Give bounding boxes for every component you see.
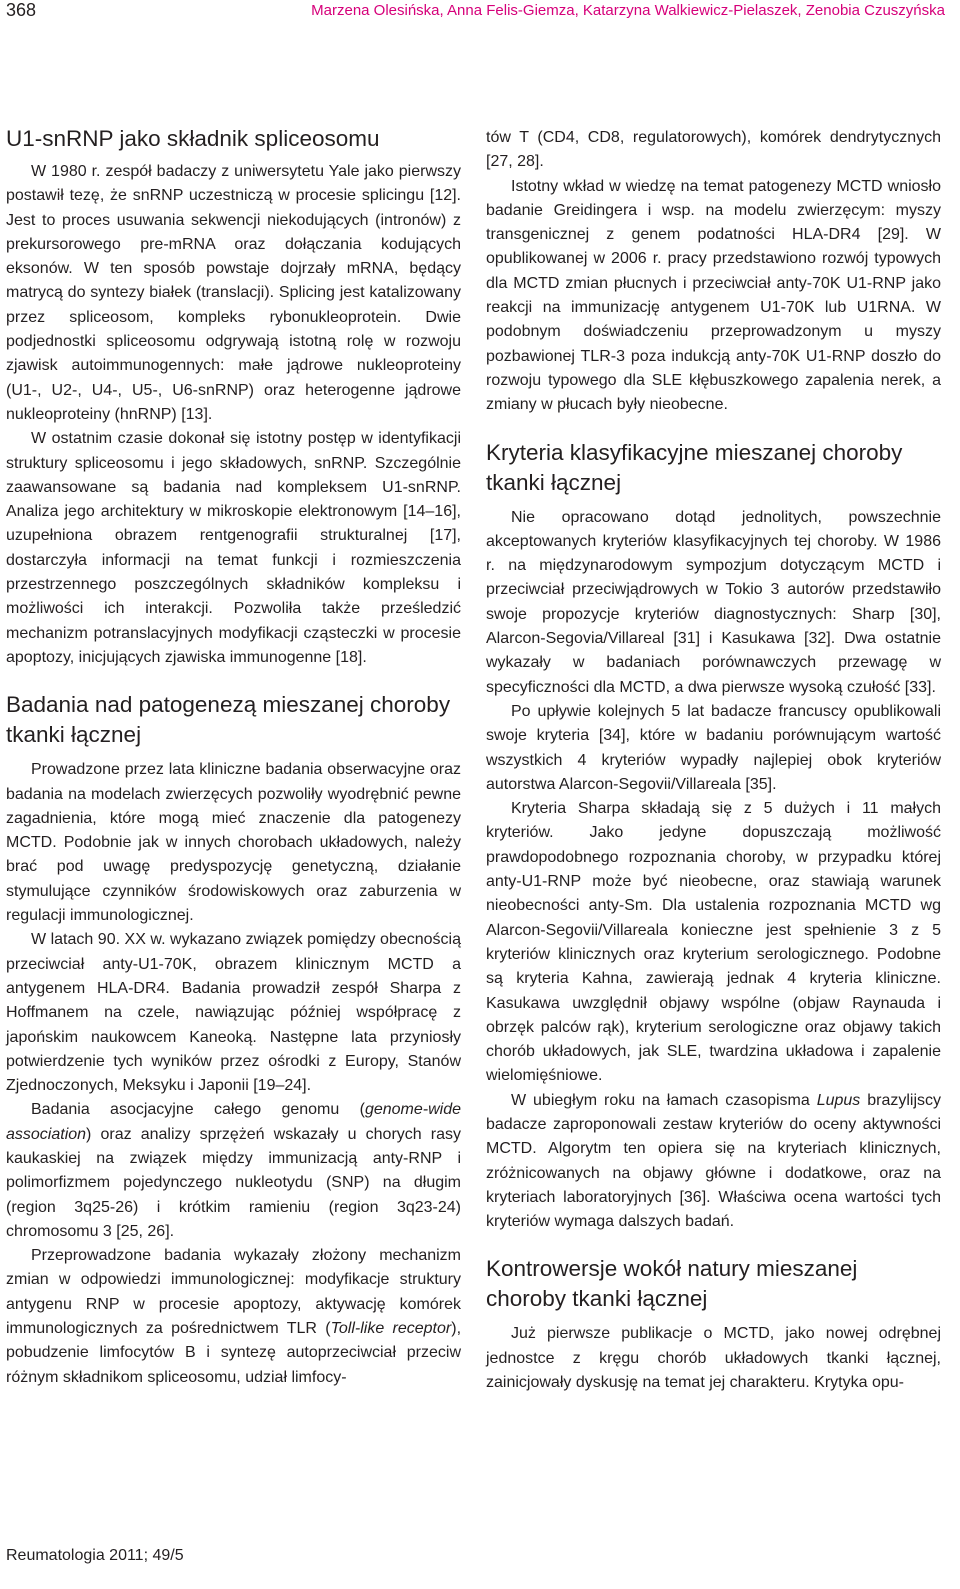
- paragraph: Prowadzone przez lata kliniczne badania obserwacyjne oraz badania na modelach zwierzęcych pozwoliły wyodrębnić pewne zagadnienia, które mogą mieć znaczenie dla patogenezy MCTD. Podobnie jak w innych chorobach układowych, należy brać pod uwagę predyspozycję genetyczną, działanie stymulujące czynników środowiskowych oraz zaburzenia w regulacji immunologicznej.: [6, 761, 461, 925]
- paragraph: tów T (CD4, CD8, regulatorowych), komórek dendrytycznych [27, 28].: [486, 129, 941, 171]
- left-column: [6, 124, 461, 1390]
- italic-term: Toll-like receptor: [330, 1320, 452, 1338]
- paragraph: W latach 90. XX w. wykazano związek pomiędzy obecnością przeciwciał anty-U1-70K, obrazem klinicznym MCTD a antygenem HLA-DR4. Badania prowadził zespół Sharpa z Hoffmanem na czele, nawiązując później współpracę z japońskim naukowcem Kaneoką. Następne lata przyniosły potwierdzenie tych wyników przez ośrodki z Europy, Stanów Zjednoczonych, Meksyku i Japonii [19–24].: [6, 931, 461, 1095]
- italic-term: Lupus: [816, 1091, 861, 1109]
- right-column: [486, 126, 941, 1395]
- paragraph: [6, 1244, 461, 1390]
- section-heading-u1-snrnp: U1-snRNP jako składnik spliceosomu: [6, 126, 380, 151]
- paragraph: Już pierwsze publikacje o MCTD, jako nowej odrębnej jednostce z kręgu chorób układowych tkanki łącznej, zainicjowały dyskusję na temat jej charakteru. Krytyka opu-: [486, 1325, 941, 1392]
- section-heading-controversies: Kontrowersje wokół natury mieszanej choroby tkanki łącznej: [486, 1256, 858, 1312]
- page-number: 368: [6, 0, 37, 20]
- paragraph: W ostatnim czasie dokonał się istotny postęp w identyfikacji struktury spliceosomu i jego składowych, snRNP. Szczególnie zaawansowane są badania nad kompleksem U1-snRNP. Analiza jego architektury w mikroskopie elektronowym [14–16], uzupełniona obrazem rentgenografii strukturalnej [17], dostarczyła informacji na temat funkcji i rozmieszczenia przestrzennego poszczególnych składników kompleksu i możliwości ich interakcji. Pozwoliła także prześledzić mechanizm potranslacyjnych modyfikacji cząsteczki w procesie apoptozy, inicjujących zjawiska immunogenne [18].: [6, 430, 461, 666]
- italic-term: genome-wide association: [6, 1101, 461, 1143]
- text-run: brazylijscy badacze zaproponowali zestaw kryteriów do oceny aktywności MCTD. Algorytm ten opiera się na kryteriach klinicznych, zróżnicowanych na objawy główne i dodatkowe, oraz na kryteriach laboratoryjnych [36]. Właściwa ocena wartości tych kryteriów wymaga dalszych badań.: [486, 1091, 941, 1231]
- text-run: ), pobudzenie limfocytów B i syntezę autoprzeciwciał przeciw różnym składnikom spliceosomu, udział limfocy-: [6, 1320, 462, 1386]
- paragraph: Po upływie kolejnych 5 lat badacze francuscy opublikowali swoje kryteria [34], które w badaniu porównującym wartość wszystkich 4 kryteriów wypadły najlepiej obok kryteriów autorstwa Alarcon-Segovii/Villareala [35].: [486, 702, 941, 793]
- paragraph: Nie opracowano dotąd jednolitych, powszechnie akceptowanych kryteriów klasyfikacyjnych tej choroby. W 1986 r. na międzynarodowym sympozjum dotyczącym MCTD i przeciwciał przeciwjądrowych w Tokio 3 autorów przedstawiło swoje propozycje kryteriów diagnostycznych: Sharp [30], Alarcon-Segovia/Villareal [31] i Kasukawa [32]. Dwa ostatnie wykazały w badaniach porównawczych przewagę w specyficzności dla MCTD, a dwa pierwsze wysoką czułość [33].: [486, 508, 941, 696]
- section-heading-pathogenesis: Badania nad patogenezą mieszanej choroby tkanki łącznej: [6, 692, 451, 748]
- text-run: Przeprowadzone badania wykazały złożony mechanizm zmian w odpowiedzi immunologicznej: modyfikacje struktury antygenu RNP w procesie apoptozy, aktywację komórek immunologicznych za pośrednictwem TLR (: [6, 1247, 461, 1338]
- text-run: Badania asocjacyjne całego genomu (: [31, 1101, 365, 1119]
- section-heading-criteria: Kryteria klasyfikacyjne mieszanej choroby tkanki łącznej: [486, 439, 903, 495]
- page-footer-journal: Reumatologia 2011; 49/5: [6, 1547, 184, 1564]
- paragraph: [486, 1089, 941, 1235]
- text-run: W ubiegłym roku na łamach czasopisma: [511, 1091, 817, 1109]
- page-header: [0, 0, 960, 22]
- paragraph: [6, 1098, 461, 1244]
- text-run: ) oraz analizy sprzężeń wskazały u chorych rasy kaukaskiej na związek między immunizacją anty-RNP i polimorfizmem pojedynczego nukleotydu (SNP) na długim (region 3q25-26) i krótkim ramieniu (region 3q23-24) chromosomu 3 [25, 26].: [6, 1125, 461, 1240]
- paragraph: W 1980 r. zespół badaczy z uniwersytetu Yale jako pierwszy postawił tezę, że snRNP uczestniczą w procesie splicingu [12]. Jest to proces usuwania sekwencji niekodujących (intronów) z prekursorowego pre-mRNA oraz dołączania kodujących eksonów. W ten sposób powstaje dojrzały mRNA, będący matrycą do syntezy białek (translacji). Splicing jest katalizowany przez spliceosom, kompleks rybonukleoprotein. Dwie podjednostki spliceosomu odgrywają istotną rolę w rozwoju zjawisk autoimmunogennych: małe jądrowe nukleoproteiny (U1-, U2-, U4-, U5-, U6-snRNP) oraz heterogenne jądrowe nukleoproteiny (hnRNP) [13].: [6, 163, 461, 423]
- running-head-authors: Marzena Olesińska, Anna Felis-Giemza, Katarzyna Walkiewicz-Pielaszek, Zenobia Czuszyńska: [311, 2, 945, 19]
- paragraph: Istotny wkład w wiedzę na temat patogenezy MCTD wniosło badanie Greidingera i wsp. na modelu zwierzęcym: myszy transgenicznej z genem podatności HLA-DR4 [29]. W opublikowanej w 2006 r. pracy przedstawiono rozwój typowych dla MCTD zmian płucnych i przeciwciał anty-70K U1-RNP jako reakcji na immunizację antygenem U1-70K lub U1RNA. W podobnym doświadczeniu przeprowadzonym u myszy pozbawionej TLR-3 poza indukcją anty-70K U1-RNP doszło do rozwoju typowego dla SLE kłębuszkowego zapalenia nerek, a zmiany w płucach były nieobecne.: [486, 177, 941, 414]
- paragraph: Kryteria Sharpa składają się z 5 dużych i 11 małych kryteriów. Jako jedyne dopuszczają możliwość prawdopodobnego rozpoznania choroby, w przypadku której anty-U1-RNP może być nieobecne, oraz stawiają warunek nieobecności anty-Sm. Dla ustalenia rozpoznania MCTD wg Alarcon-Segovii/Villareala konieczne jest spełnienie 3 z 5 kryteriów klinicznych oraz kryterium serologicznego. Podobne są kryteria Kahna, zawierają jednak 4 kryteria kliniczne. Kasukawa uwzględnił objawy wspólne (objaw Raynauda i obrzęk palców rąk), kryterium serologiczne oraz objawy takich chorób układowych, jak SLE, twardzina układowa i zapalenie wielomięśniowe.: [486, 800, 941, 1085]
